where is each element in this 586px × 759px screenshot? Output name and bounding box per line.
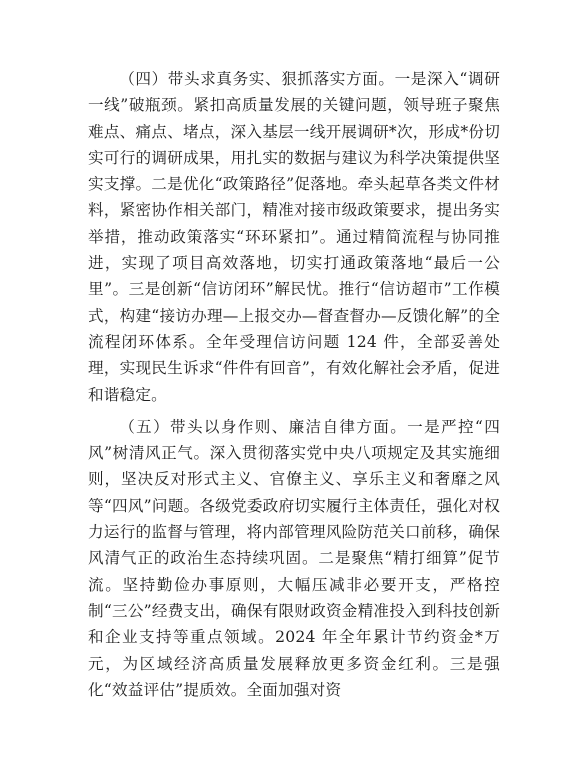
paragraph-section-four: （四）带头求真务实、狠抓落实方面。一是深入“调研一线”破瓶颈。紧扣高质量发展的关键问题，领导班子聚焦难点、痛点、堵点，深入基层一线开展调研*次，形成*份切实可行的调研成果，用扎实的数据与建议为科学决策提供坚实支撑。二是优化“政策路径”促落地。牵头起草各类文件材料，紧密协作相关部门，精准对接市级政策要求，提出务实举措，推动政策落实“环环紧扣”。通过精简流程与协同推进，实现了项目高效落地，切实打通政策落地“最后一公里”。三是创新“信访闭环”解民忧。推行“信访超市”工作模式，构建“接访办理—上报交办—督查督办—反馈化解”的全流程闭环体系。全年受理信访问题 124 件，全部妥善处理，实现民生诉求“件件有回音”，有效化解社会矛盾，促进和谐稳定。 <box>88 70 500 404</box>
document-body <box>88 66 500 703</box>
paragraph-section-five: （五）带头以身作则、廉洁自律方面。一是严控“四风”树清风正气。深入贯彻落实党中央八项规定及其实施细则，坚决反对形式主义、官僚主义、享乐主义和奢靡之风等“四风”问题。各级党委政府切实履行主体责任，强化对权力运行的监督与管理，将内部管理风险防范关口前移，确保风清气正的政治生态持续巩固。二是聚焦“精打细算”促节流。坚持勤俭办事原则，大幅压减非必要开支，严格控制“三公”经费支出，确保有限财政资金精准投入到科技创新和企业支持等重点领域。2024 年全年累计节约资金*万元，为区域经济高质量发展释放更多资金红利。三是强化“效益评估”提质效。全面加强对资 <box>88 417 500 699</box>
